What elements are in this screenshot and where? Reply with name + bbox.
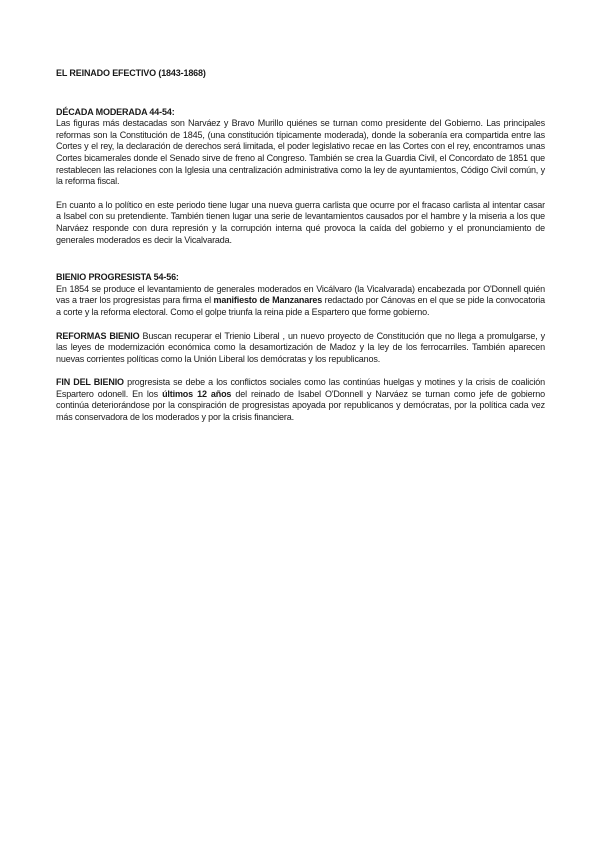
paragraph-decada-politica: En cuanto a lo político en este periodo tiene lugar una nueva guerra carlista que ocurre por el fracaso carlista al intentar casar a Isabel con su pretendiente. También tienen lugar una serie de levantamientos causados por el hambre y la miseria a los que Narváez responde con dura represión y la corrupción interna qué provoca la caída del gobierno y el pronunciamiento de generales moderados es decir la Vicalvarada. [56, 199, 545, 245]
section-heading-bienio: BIENIO PROGRESISTA 54-56: [56, 272, 179, 283]
section-heading-decada: DÉCADA MODERADA 44-54: [56, 106, 175, 117]
document-title: EL REINADO EFECTIVO (1843-1868) [56, 68, 206, 78]
paragraph-fin-bienio [56, 377, 545, 423]
paragraph-decada-reformas: Las figuras más destacadas son Narváez y Bravo Murillo quiénes se turnan como presidente del Gobierno. Las principales reformas son la Constitución de 1845, (una constitución típicamente moderada), donde la soberanía era compartida entre las Cortes y el rey, la declaración de derechos será limitada, el poder legislativo recae en las Cortes con el rey, encontramos unas Cortes bicamerales donde el Senado sirve de freno al Congreso. También se crea la Guardia Civil, el Concordato de 1851 que restablecen las relaciones con la Iglesia una centralización administrativa como la ley de ayuntamientos, Código Civil común, y la reforma fiscal. [56, 118, 545, 187]
fin-text-before: progresista se debe a los conflictos sociales como las continúas huelgas y motines y la crisis de coalición Espartero odonell. En los [56, 377, 545, 399]
fin-text-after: del reinado de Isabel O'Donnell y Narváez se turnan como jefe de gobierno continúa deteriorándose por la conspiración de progresistas apoyada por republicanos y demócratas, por la política cada vez más conservadora de los moderados y por la crisis financiera. [56, 388, 545, 423]
bienio-bold-manifiesto: manifiesto de Manzanares [213, 295, 323, 306]
reformas-text: Buscan recuperar el Trienio Liberal , un nuevo proyecto de Constitución que no llega a promulgarse, y las leyes de modernización económica como la desamortización de Madoz y la ley de los ferrocarriles. También aparecen nuevas corrientes políticas como la Unión Liberal los demócratas y los republicanos. [56, 330, 545, 364]
reformas-lead: REFORMAS BIENIO [56, 330, 140, 341]
document-page [56, 68, 545, 424]
paragraph-bienio [56, 284, 545, 319]
fin-bold-anos: últimos 12 años [162, 388, 232, 399]
bienio-text-after: redactado por Cánovas en el que se pide la convocatoria a corte y la reforma electoral. Como el golpe triunfa la reina pide a Espartero que forme gobierno. [56, 295, 545, 317]
bienio-text-before: En 1854 se produce el levantamiento de generales moderados en Vicálvaro (la Vicalvarada) encabezada por O'Donnell quién vas a traer los progresistas para firma el [56, 283, 545, 306]
paragraph-reformas-bienio [56, 331, 545, 366]
fin-lead: FIN DEL BIENIO [56, 377, 124, 388]
